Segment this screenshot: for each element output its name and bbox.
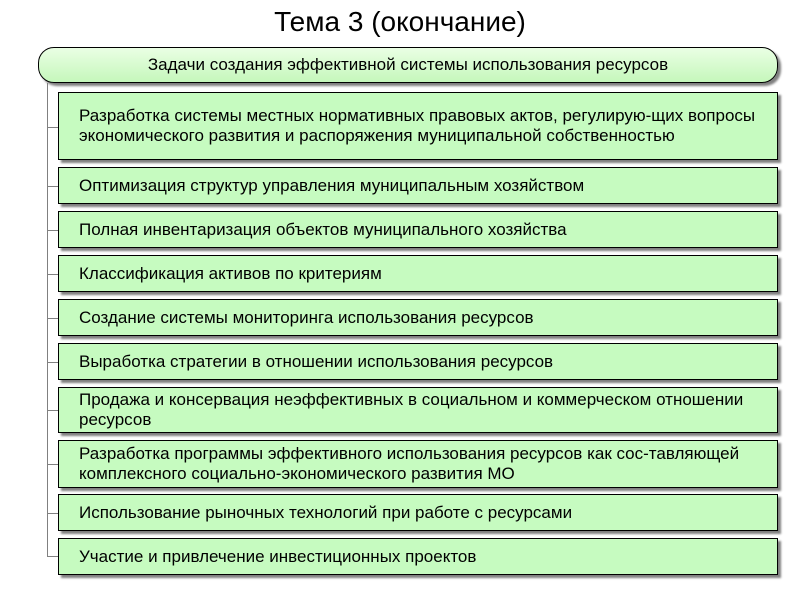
task-label-10: Участие и привлечение инвестиционных проектов <box>79 546 477 566</box>
task-label-3: Полная инвентаризация объектов муниципального хозяйства <box>79 219 567 239</box>
task-box-3 <box>58 211 778 248</box>
task-box-1 <box>58 92 778 160</box>
task-box-10 <box>58 538 778 575</box>
task-box-5 <box>58 299 778 336</box>
connector-tick <box>47 410 58 411</box>
task-box-4 <box>58 255 778 292</box>
header-box: Задачи создания эффективной системы использования ресурсов <box>38 47 778 83</box>
task-label-4: Классификация активов по критериям <box>79 263 382 283</box>
task-label-5: Создание системы мониторинга использования ресурсов <box>79 307 534 327</box>
connector-tick <box>47 186 58 187</box>
connector-tick <box>47 127 58 128</box>
task-box-6 <box>58 343 778 380</box>
task-label-9: Использование рыночных технологий при работе с ресурсами <box>79 502 573 522</box>
task-box-7 <box>58 387 778 433</box>
slide-title: Тема 3 (окончание) <box>274 6 526 37</box>
connector-tick <box>47 230 58 231</box>
connector-line <box>47 83 48 556</box>
connector-tick <box>47 464 58 465</box>
task-label-6: Выработка стратегии в отношении использования ресурсов <box>79 351 554 371</box>
connector-tick <box>47 362 58 363</box>
task-label-2: Оптимизация структур управления муниципальным хозяйством <box>79 175 585 195</box>
connector-tick <box>47 318 58 319</box>
task-box-8 <box>58 440 778 488</box>
task-box-9 <box>58 494 778 531</box>
connector-tick <box>47 274 58 275</box>
task-label-8: Разработка программы эффективного использования ресурсов как сос-тавляющей комплексного социально-экономического развития МО <box>79 444 740 483</box>
connector-tick <box>47 556 58 557</box>
connector-tick <box>47 513 58 514</box>
task-label-1: Разработка системы местных нормативных правовых актов, регулирую-щих вопросы экономического развития и распоряжения муниципальной собственностью <box>79 106 756 145</box>
task-label-7: Продажа и консервация неэффективных в социальном и коммерческом отношении ресурсов <box>79 390 744 429</box>
task-box-2 <box>58 167 778 204</box>
